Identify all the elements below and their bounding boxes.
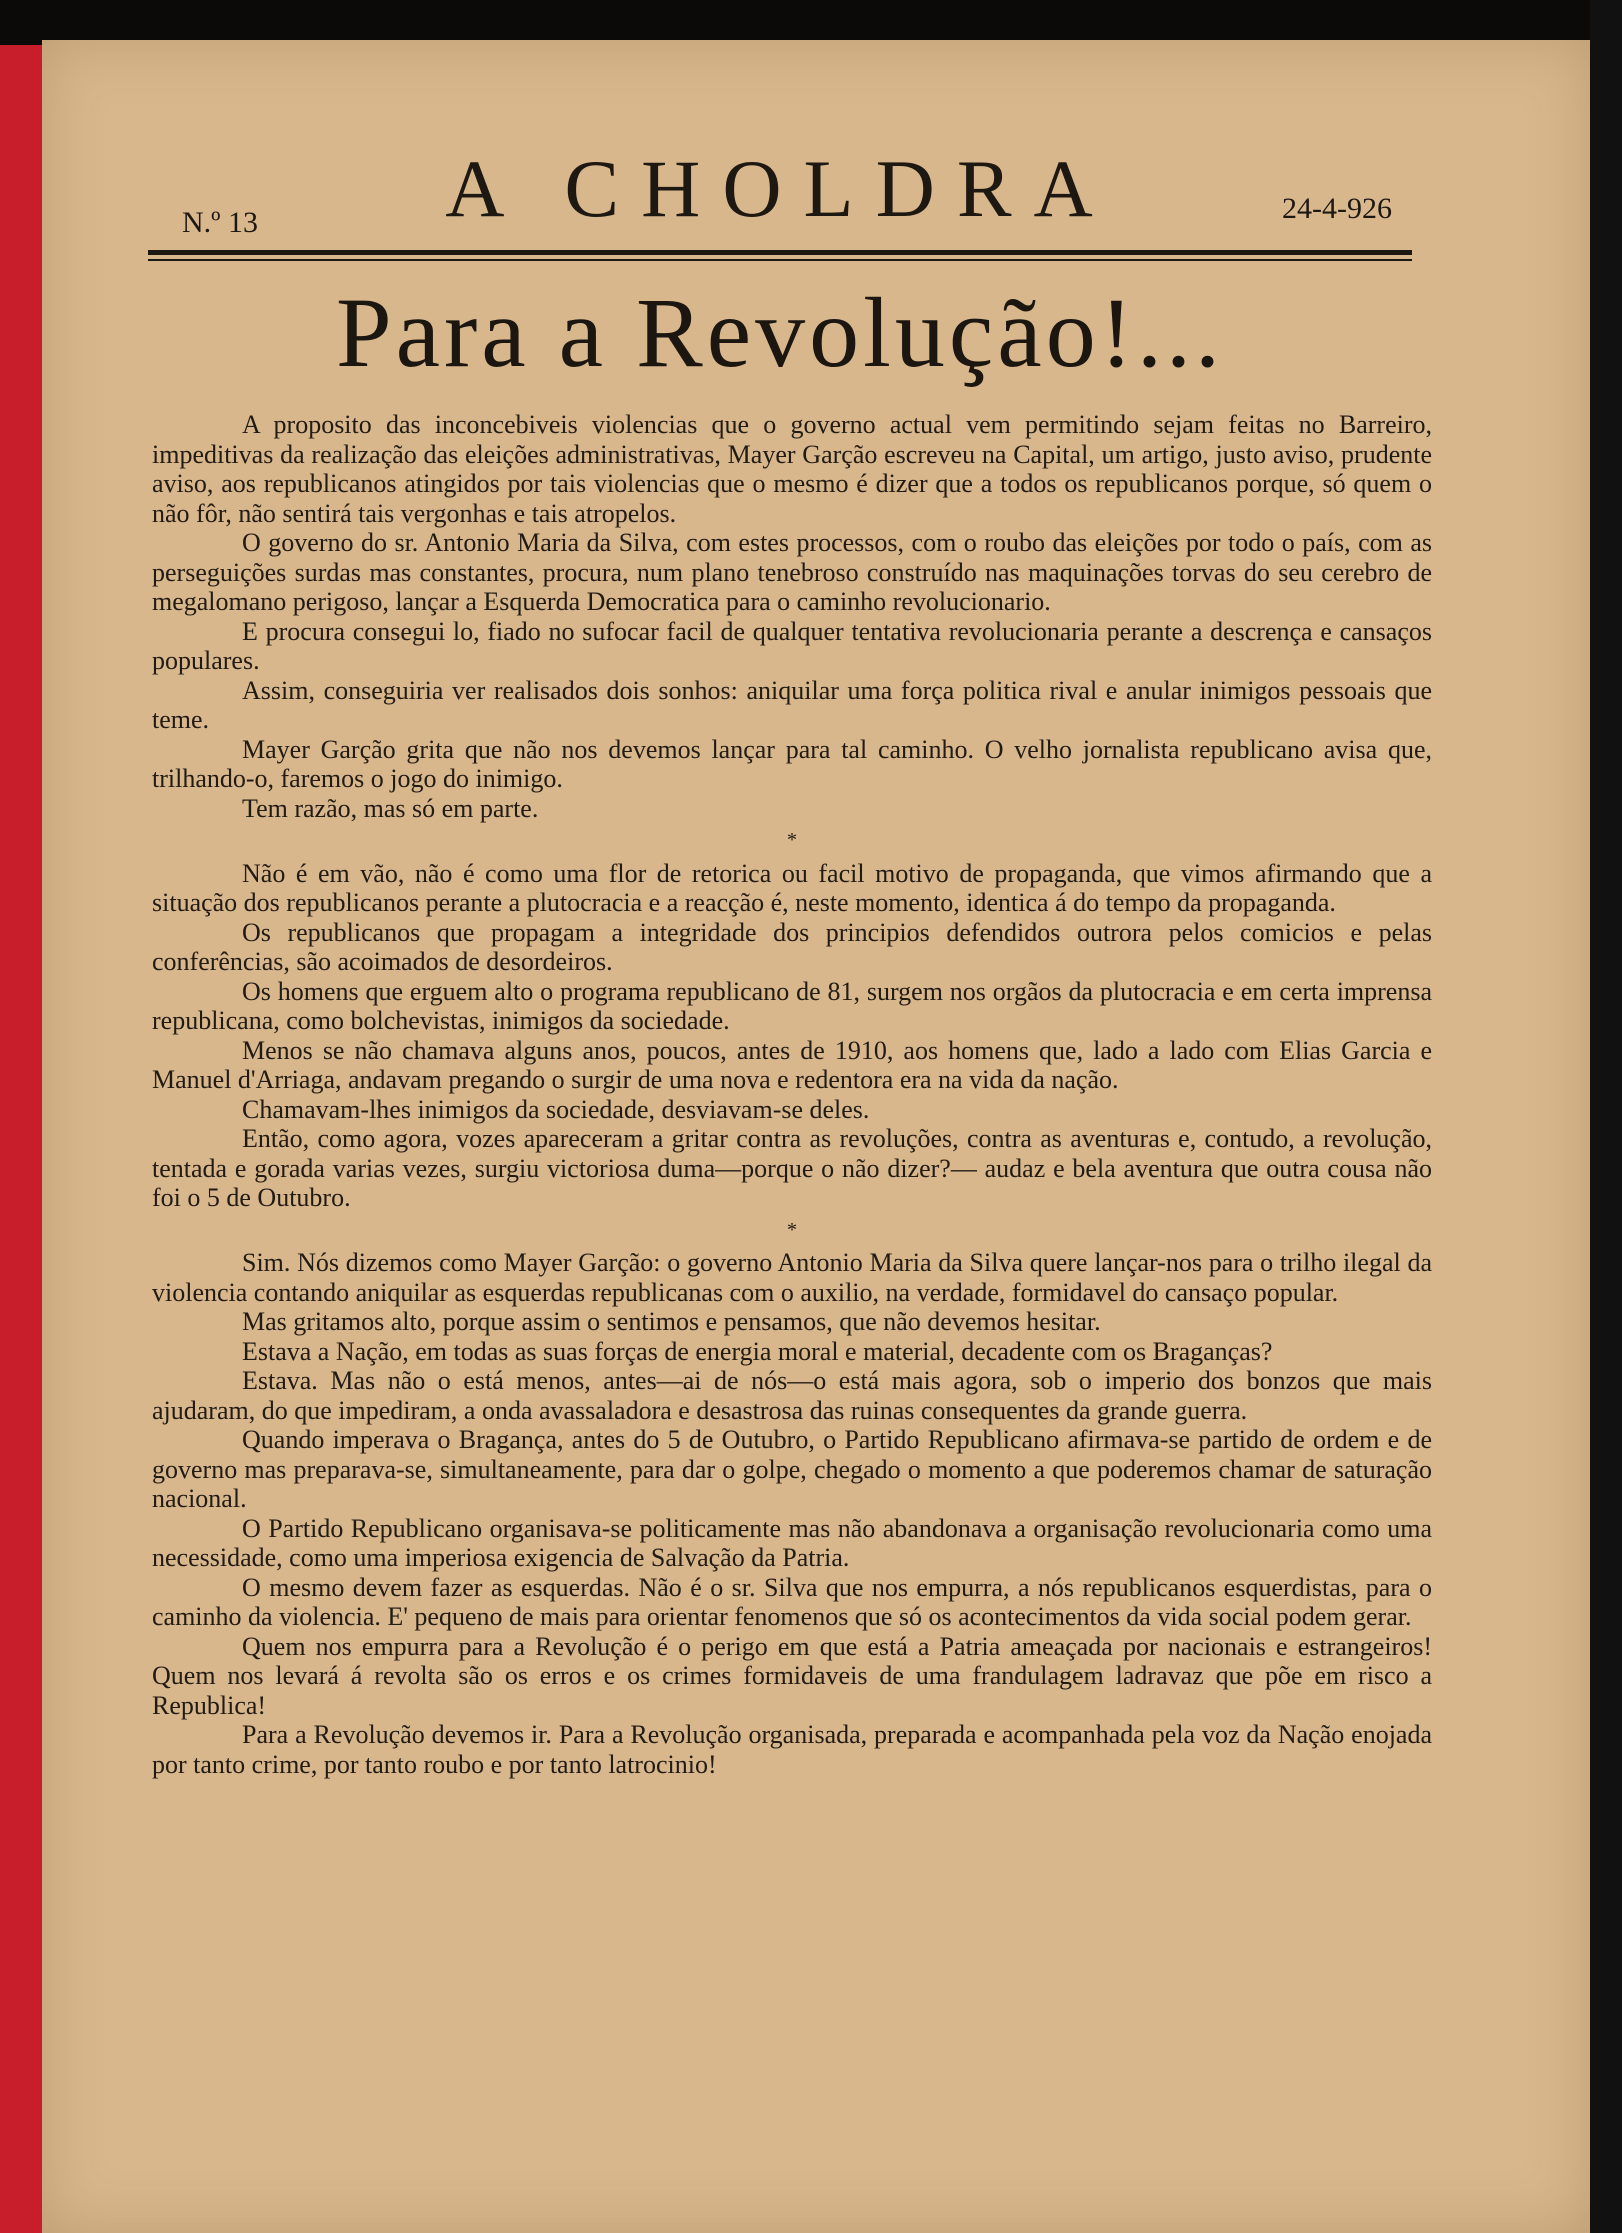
article-paragraph: Sim. Nós dizemos como Mayer Garção: o governo Antonio Maria da Silva quere lançar-nos para o trilho ilegal da violencia contando aniquilar as esquerdas republicanas com o auxilio, na verdade, formidavel do cansaço popular. — [152, 1248, 1432, 1307]
page-edge-shadow — [1590, 0, 1622, 2233]
masthead — [148, 143, 1412, 258]
issue-date: 24-4-926 — [1282, 192, 1392, 225]
masthead-rule-thin — [148, 259, 1412, 261]
article-paragraph: Estava a Nação, em todas as suas forças de energia moral e material, decadente com os Braganças? — [242, 1336, 1273, 1366]
article-paragraph: Mas gritamos alto, porque assim o sentimos e pensamos, que não devemos hesitar. — [242, 1307, 1101, 1336]
article-paragraph: A proposito das inconcebiveis violencias que o governo actual vem permitindo sejam feitas no Barreiro, impeditivas da realização das eleições administrativas, Mayer Garção escreveu na Capital, um artigo, justo aviso, prudente aviso, aos republicanos atingidos por tais violencias que o mesmo é dizer que a todos os republicanos porque, só quem o não fôr, não sentirá tais vergonhas e tais atropelos. — [152, 410, 1432, 528]
article-paragraph: Quando imperava o Bragança, antes do 5 de Outubro, o Partido Republicano afirmava-se partido de ordem e de governo mas preparava-se, simultaneamente, para dar o golpe, chegado o momento a que poderemos chamar de saturação nacional. — [152, 1425, 1432, 1513]
article-paragraph: Os homens que erguem alto o programa republicano de 81, surgem nos orgãos da plutocracia e em certa imprensa republicana, como bolchevistas, inimigos da sociedade. — [152, 976, 1432, 1035]
article-paragraph: Menos se não chamava alguns anos, poucos, antes de 1910, aos homens que, lado a lado com Elias Garcia e Manuel d'Arriaga, andavam pregando o surgir de uma nova e redentora era na vida da nação. — [152, 1035, 1432, 1094]
article-paragraph: Para a Revolução devemos ir. Para a Revolução organisada, preparada e acompanhada pela voz da Nação enojada por tanto crime, por tanto roubo e por tanto latrocinio! — [152, 1720, 1432, 1779]
article-paragraph: Mayer Garção grita que não nos devemos lançar para tal caminho. O velho jornalista republicano avisa que, trilhando-o, faremos o jogo do inimigo. — [152, 734, 1432, 793]
article-paragraph: Tem razão, mas só em parte. — [242, 793, 539, 823]
article-paragraph: O mesmo devem fazer as esquerdas. Não é o sr. Silva que nos empurra, a nós republicanos esquerdistas, para o caminho da violencia. E' pequeno de mais para orientar fenomenos que só os acontecimentos da vida social podem gerar. — [152, 1572, 1432, 1631]
article-headline: Para a Revolução!... — [335, 277, 1224, 388]
article-paragraph: O Partido Republicano organisava-se politicamente mas não abandonava a organisação revolucionaria como uma necessidade, como uma imperiosa exigencia de Salvação da Patria. — [152, 1513, 1432, 1572]
article-paragraph: Quem nos empurra para a Revolução é o perigo em que está a Patria ameaçada por nacionais e estrangeiros! Quem nos levará á revolta são os erros e os crimes formidaveis de uma frandulagem ladravaz que põe em risco a Republica! — [152, 1631, 1432, 1720]
article-paragraph: Não é em vão, não é como uma flor de retorica ou facil motivo de propaganda, que vimos afirmando que a situação dos republicanos perante a plutocracia e a reacção é, neste momento, identica á do tempo da propaganda. — [152, 858, 1432, 917]
red-binding-strip — [0, 45, 44, 2233]
article-paragraph: Então, como agora, vozes apareceram a gritar contra as revoluções, contra as aventuras e, contudo, a revolução, tentada e gorada varias vezes, surgiu victoriosa duma—porque o não dizer?— audaz e bela aventura que outra cousa não foi o 5 de Outubro. — [152, 1124, 1432, 1212]
article-paragraph: E procura consegui lo, fiado no sufocar facil de qualquer tentativa revolucionaria perante a descrença e cansaços populares. — [152, 616, 1432, 675]
masthead-rule-thick — [148, 250, 1412, 255]
article-body — [152, 410, 1432, 1779]
article-paragraph: Os republicanos que propagam a integridade dos principios defendidos outrora pelos comicios e pelas conferências, são acoimados de desordeiros. — [152, 917, 1432, 976]
article-paragraph: Estava. Mas não o está menos, antes—ai de nós—o está mais agora, sob o imperio dos bonzos que mais ajudaram, do que impediram, a onda avassaladora e desastrosa das ruinas consequentes da grande guerra. — [152, 1366, 1432, 1425]
article-paragraph: Chamavam-lhes inimigos da sociedade, desviavam-se deles. — [242, 1094, 870, 1124]
article-paragraph: O governo do sr. Antonio Maria da Silva, com estes processos, com o roubo das eleições por todo o país, com as perseguições surdas mas constantes, procura, num plano tenebroso construído nas maquinações torvas do seu cerebro de megalomano perigoso, lançar a Esquerda Democratica para o caminho revolucionario. — [152, 528, 1432, 616]
issue-number: N.º 13 — [182, 206, 258, 239]
section-separator: * — [787, 1218, 797, 1241]
section-separator: * — [787, 829, 797, 851]
newspaper-name: A CHOLDRA — [445, 143, 1115, 234]
article-paragraph: Assim, conseguiria ver realisados dois sonhos: aniquilar uma força politica rival e anular inimigos pessoais que teme. — [152, 675, 1432, 734]
